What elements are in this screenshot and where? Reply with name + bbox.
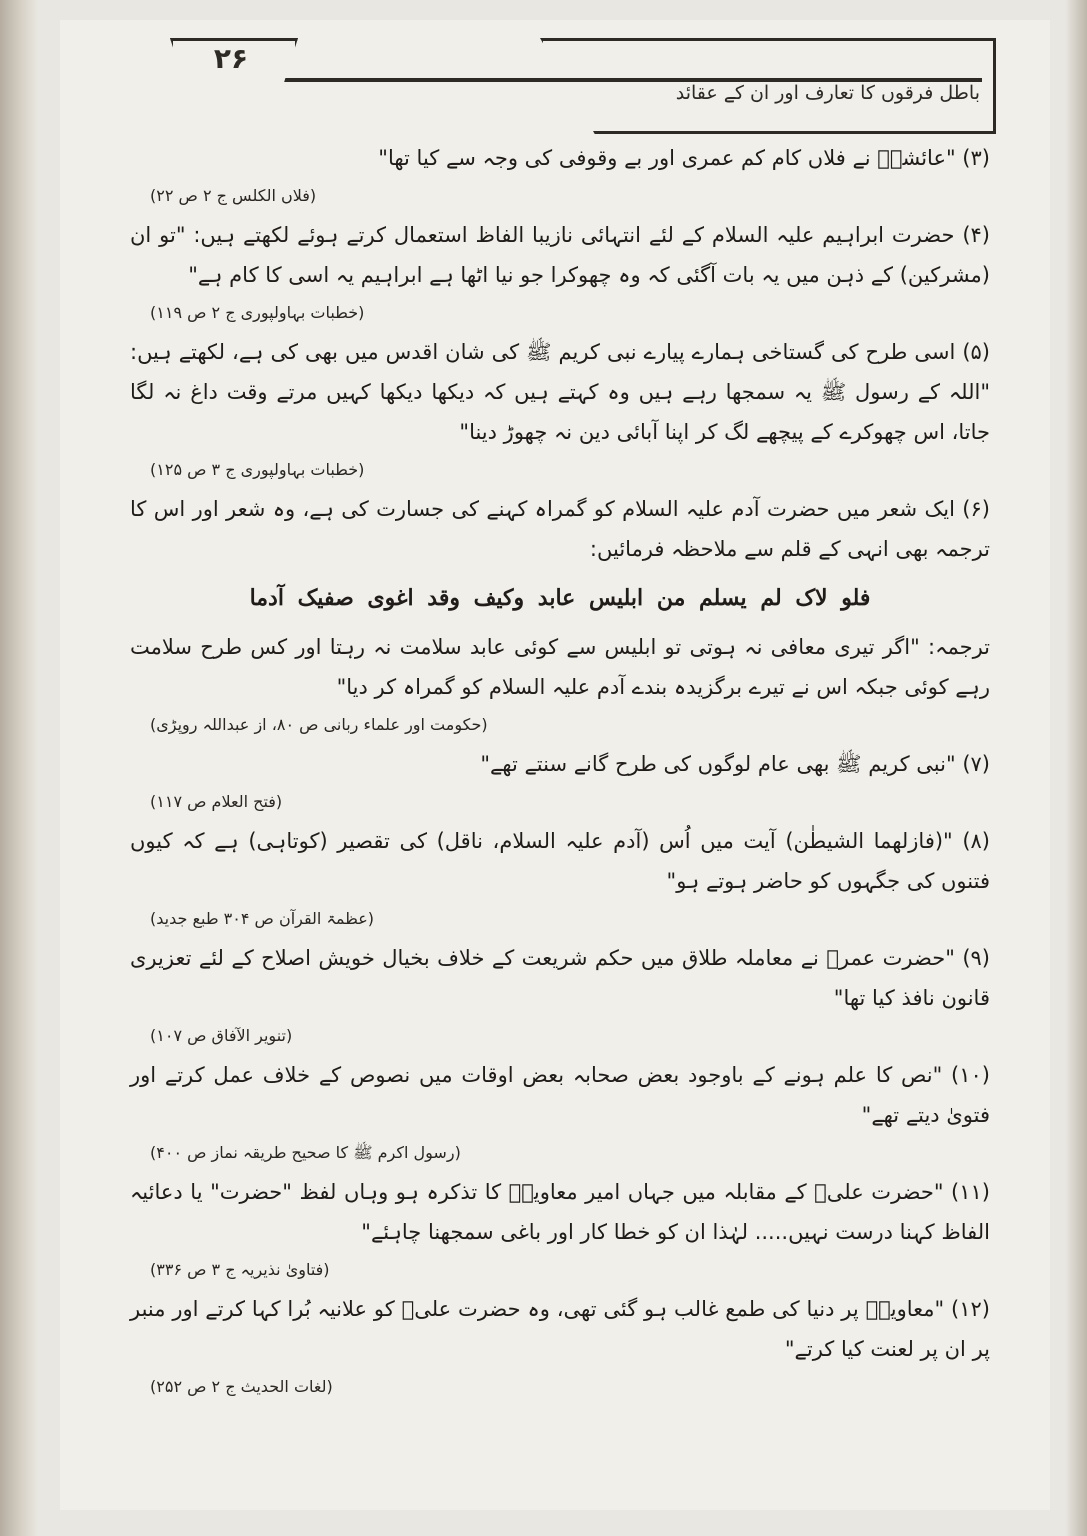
paragraph [130,627,990,743]
paragraph-text: (۶) ایک شعر میں حضرت آدم علیہ السلام کو گمراہ کہنے کی جسارت کی ہے، وہ شعر اور اس کا ترجمہ بھی انہی کے قلم سے ملاحظہ فرمائیں: [130,497,990,561]
paragraph-text: (۳) "عائشہؓ نے فلاں کام کم عمری اور بے وقوفی کی وجہ سے کیا تھا" [378,146,990,170]
citation: (حکومت اور علماء ربانی ص ۸۰، از عبداللہ روپڑی) [150,715,488,734]
page-body [130,138,990,1406]
paragraph-text: (۸) "(فازلهما الشیطٰن) آیت میں اُس (آدم علیہ السلام، ناقل) کی تقصیر (کوتاہی) ہے کہ کیوں فتنوں کی جگہوں کو حاضر ہوتے ہو" [130,829,990,893]
paragraph-text: (۱۱) "حضرت علیؓ کے مقابلہ میں جہاں امیر معاویہؓ کا تذکرہ ہو وہاں لفظ "حضرت" یا دعائیہ الفاظ کہنا درست نہیں..... لہٰذا ان کو خطا کار اور باغی سمجھنا چاہئے" [130,1180,990,1244]
book-page [60,20,1050,1510]
arabic-verse: فلو لاک لم یسلم من ابلیس عابد وکیف وقد اغوی صفیک آدما [249,585,871,611]
citation: (رسول اکرم ﷺ کا صحیح طریقہ نماز ص ۴۰۰) [150,1143,461,1162]
citation: (لغات الحدیث ج ۲ ص ۲۵۲) [150,1377,333,1396]
paragraph-text: (۵) اسی طرح کی گستاخی ہمارے پیارے نبی کریم ﷺ کی شان اقدس میں بھی کی ہے، لکھتے ہیں: "اللہ کے رسول ﷺ یہ سمجھا رہے ہیں وہ کہتے ہیں کہ دیکھا دیکھا کہیں مرتے وقت داغ نہ لگا جاتا، اس چھوکرے کے پیچھے لگ کر اپنا آبائی دین نہ چھوڑ دینا" [130,340,990,444]
citation: (فتاویٰ نذیریہ ج ۳ ص ۳۳۶) [150,1260,330,1279]
paragraph [130,215,990,331]
citation: (فلاں الکلس ج ۲ ص ۲۲) [150,186,317,205]
citation: (خطبات بہاولپوری ج ۳ ص ۱۲۵) [150,460,365,479]
paragraph-text: (۱۰) "نص کا علم ہونے کے باوجود بعض صحابہ بعض اوقات میں نصوص کے خلاف عمل کرتے اور فتویٰ دیتے تھے" [130,1063,990,1127]
paragraph [130,1289,990,1405]
paragraph [130,821,990,937]
citation: (عظمۃ القرآن ص ۳۰۴ طبع جدید) [150,909,374,928]
paragraph-text: (۴) حضرت ابراہیم علیہ السلام کے لئے انتہائی نازیبا الفاظ استعمال کرتے ہوئے لکھتے ہیں: "تو ان (مشرکین) کے ذہن میں یہ بات آگئی کہ وہ چھوکرا جو نیا اٹھا ہے ابراہیم یہ اسی کا کام ہے" [130,223,990,287]
scan-edge-right [1065,0,1087,1536]
paragraph-text: (۹) "حضرت عمرؓ نے معاملہ طلاق میں حکم شریعت کے خلاف بخیال خویش اصلاح کے لئے تعزیری قانون نافذ کیا تھا" [130,946,990,1010]
paragraph [130,1172,990,1288]
paragraph [130,332,990,488]
paragraph [130,489,990,569]
citation: (تنویر الآفاق ص ۱۰۷) [150,1026,293,1045]
scan-edge-left [0,0,38,1536]
paragraph [130,138,990,214]
citation: (فتح العلام ص ۱۱۷) [150,792,283,811]
citation: (خطبات بہاولپوری ج ۲ ص ۱۱۹) [150,303,365,322]
paragraph-text: (۱۲) "معاویہؓ پر دنیا کی طمع غالب ہو گئی تھی، وہ حضرت علیؓ کو علانیہ بُرا کہا کرتے اور منبر پر ان پر لعنت کیا کرتے" [130,1297,990,1361]
paragraph-text: ترجمہ: "اگر تیری معافی نہ ہوتی تو ابلیس سے کوئی عابد سلامت نہ رہتا اور کس طرح سلامت رہے کوئی جبکہ اس نے تیرے برگزیدہ بندے آدم علیہ السلام کو گمراہ کر دیا" [130,635,990,699]
paragraph [130,938,990,1054]
paragraph [130,744,990,820]
running-title: باطل فرقوں کا تعارف اور ان کے عقائد [675,82,980,104]
page-number: ۲۶ [213,42,249,75]
paragraph-text: (۷) "نبی کریم ﷺ بھی عام لوگوں کی طرح گانے سنتے تھے" [480,752,990,776]
paragraph [130,1055,990,1171]
